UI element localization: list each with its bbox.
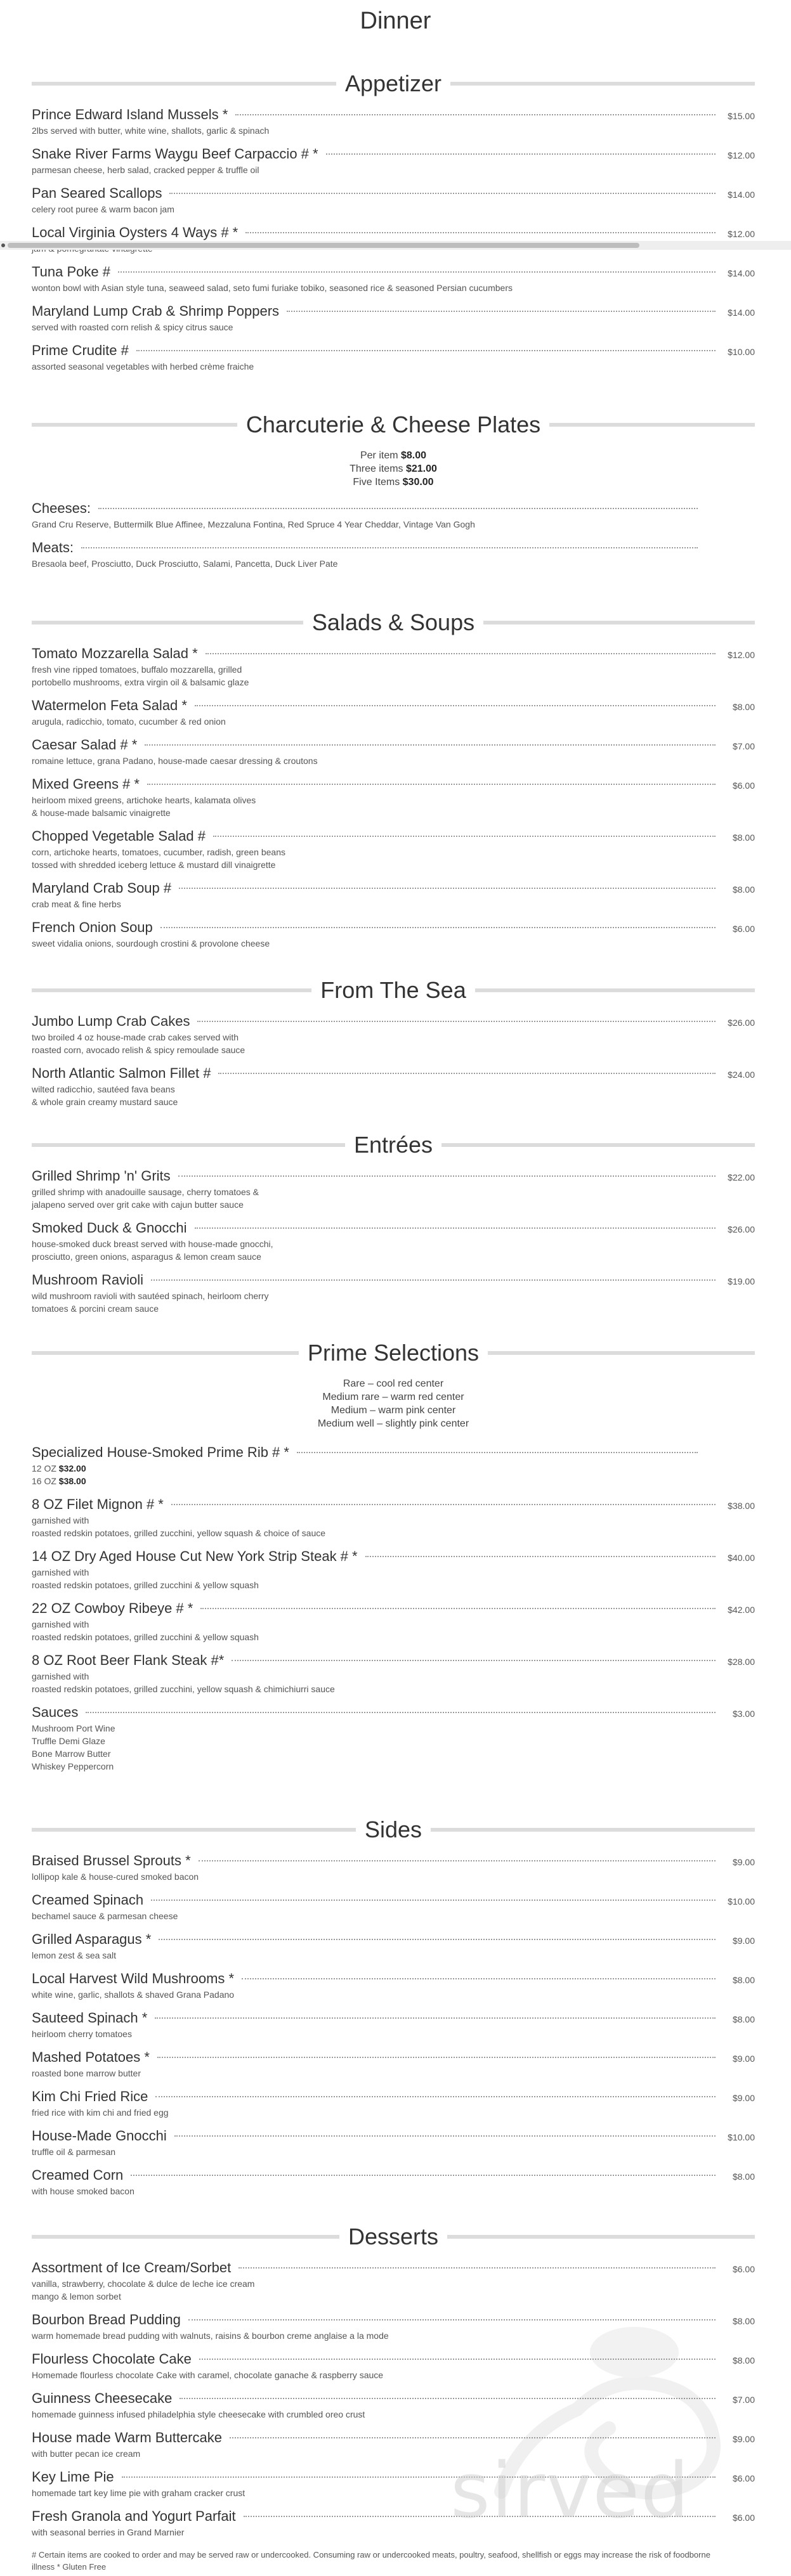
item-description: lemon zest & sea salt [32,1950,117,1960]
section-entrees [32,1131,755,1315]
dotted-leader [145,744,716,746]
item-price: $40.00 [728,1553,755,1563]
dotted-leader [131,2175,716,2176]
item-description: served with roasted corn relish & spicy citrus sauce [32,322,233,332]
item-price: $10.00 [728,2132,755,2142]
item-price: $22.00 [728,1172,755,1182]
menu-item [32,264,755,294]
item-price: $14.00 [728,268,755,278]
menu-list [32,1853,755,2197]
divider [32,1143,345,1147]
pricing-line: Three items $21.00 [350,463,437,474]
item-price: $8.00 [732,1975,755,1985]
item-price: $38.00 [728,1501,755,1511]
item-description: corn, artichoke hearts, tomatoes, cucumber, radish, green beans tossed with shredded iceberg lettuce & mustard dill vinaigrette [32,847,285,870]
divider [450,82,755,86]
item-description: two broiled 4 oz house-made crab cakes served with roasted corn, avocado relish & spicy remoulade sauce [32,1032,245,1055]
item-name: Sauces [32,1704,79,1720]
item-description: Grand Cru Reserve, Buttermilk Blue Affinee, Mezzaluna Fontina, Red Spruce 4 Year Cheddar, Vintage Van Gogh [32,519,475,529]
item-name: 14 OZ Dry Aged House Cut New York Strip Steak # * [32,1548,358,1564]
temperature-line: Medium – warm pink center [330,1405,456,1416]
item-name: Maryland Lump Crab & Shrimp Poppers [32,303,280,319]
item-name: Prince Edward Island Mussels * [32,107,228,122]
divider [475,988,755,992]
item-name: Prime Crudite # [32,342,129,358]
menu-item [32,880,755,910]
dotted-leader [155,2017,716,2019]
item-description: arugula, radicchio, tomato, cucumber & red onion [32,716,226,727]
item-description: wild mushroom ravioli with sautéed spinach, heirloom cherry tomatoes & porcini cream sauce [32,1291,269,1314]
menu-item [32,1652,755,1695]
dotted-leader [169,193,716,194]
divider [483,621,755,625]
dotted-leader [297,1452,698,1453]
menu-list [32,645,755,950]
item-description: assorted seasonal vegetables with herbed crème fraiche [32,361,254,372]
item-price: $12.00 [728,229,755,239]
item-description: garnished with roasted redskin potatoes, grilled zucchini & yellow squash [32,1619,259,1642]
divider [431,1828,755,1832]
item-description: crab meat & fine herbs [32,899,121,909]
item-name: Tomato Mozzarella Salad * [32,645,198,661]
menu-item [32,1971,755,2001]
item-price: $42.00 [728,1605,755,1615]
item-description: Mushroom Port Wine Truffle Demi Glaze Bone Marrow Butter Whiskey Peppercorn [32,1723,115,1771]
dotted-leader [213,836,716,837]
menu-list [32,500,755,570]
item-name: Jumbo Lump Crab Cakes [32,1013,190,1029]
item-description: wonton bowl with Asian style tuna, seaweed salad, seto fumi furiake tobiko, seasoned rice & seasoned Persian cucumbers [32,283,513,293]
item-description: garnished with roasted redskin potatoes, grilled zucchini & yellow squash [32,1567,259,1590]
dotted-leader [174,2135,716,2137]
menu-item [32,185,755,216]
divider [488,1351,755,1355]
item-description: house-smoked duck breast served with house-made gnocchi, prosciutto, green onions, asparagus & lemon cream sauce [32,1239,273,1262]
item-sizes: 12 OZ $32.00 16 OZ $38.00 [32,1463,86,1486]
menu-list [32,1168,755,1315]
dotted-leader [245,232,716,233]
item-price: $8.00 [732,702,755,712]
item-description: grilled shrimp with anadouille sausage, cherry tomatoes & jalapeno served over grit cake with cajun butter sauce [32,1187,259,1210]
item-description: wilted radicchio, sautéed fava beans & whole grain creamy mustard sauce [32,1084,178,1107]
item-price: $12.00 [728,650,755,660]
menu-item [32,2128,755,2158]
item-description: white wine, garlic, shallots & shaved Grana Padano [32,1990,235,2000]
temperature-line: Medium well – slightly pink center [317,1418,469,1429]
section-header [32,976,755,1004]
section-salads-soups [32,609,755,950]
item-name: Creamed Corn [32,2167,124,2183]
item-name: Tuna Poke # [32,264,110,280]
item-description: romaine lettuce, grana Padano, house-made caesar dressing & croutons [32,756,318,766]
dotted-leader [242,1978,716,1979]
item-description: homemade tart key lime pie with graham cracker crust [32,2488,245,2498]
item-description: lollipop kale & house-cured smoked bacon [32,1872,199,1882]
menu-item [32,2010,755,2040]
menu-item [32,1272,755,1315]
item-description: with butter pecan ice cream [32,2449,141,2459]
item-name: Chopped Vegetable Salad # [32,828,206,844]
dotted-leader [159,1939,716,1940]
item-price: $6.00 [732,2473,755,2483]
temperature-line: Rare – cool red center [343,1378,444,1389]
menu-item [32,500,755,531]
menu-item [32,540,755,570]
item-price: $6.00 [732,2513,755,2523]
divider [447,2235,755,2239]
menu-item [32,919,755,950]
menu-item [32,776,755,819]
page-title: Dinner [360,8,431,34]
item-description: with seasonal berries in Grand Marnier [32,2527,185,2537]
item-name: Key Lime Pie [32,2469,114,2485]
item-description: fresh vine ripped tomatoes, buffalo mozzarella, grilled portobello mushrooms, extra virgin oil & balsamic glaze [32,664,249,687]
menu-item [32,146,755,176]
menu-item [32,1892,755,1922]
item-name: Watermelon Feta Salad * [32,697,187,713]
menu-item [32,697,755,728]
section-title: From The Sea [320,977,466,1003]
item-name: Creamed Spinach [32,1892,144,1908]
item-price: $24.00 [728,1070,755,1080]
watermark-text: sirved [450,2447,691,2535]
item-description: garnished with roasted redskin potatoes, grilled zucchini, yellow squash & choice of sauce [32,1515,326,1538]
item-description: warm homemade bread pudding with walnuts, raisins & bourbon creme anglaise a la mode [32,2331,389,2341]
dotted-leader [136,350,716,351]
section-title: Sides [364,1816,422,1842]
menu-item [32,828,755,871]
section-title: Prime Selections [307,1340,480,1366]
dotted-leader [197,1021,716,1022]
item-description: sweet vidalia onions, sourdough crostini & provolone cheese [32,938,270,948]
item-name: Local Virginia Oysters 4 Ways # * [32,224,239,240]
item-name: 8 OZ Filet Mignon # * [32,1496,164,1512]
dotted-leader [195,1227,716,1229]
dotted-leader [287,311,716,312]
section-title: Entrées [353,1132,433,1158]
item-name: House-Made Gnocchi [32,2128,167,2144]
menu-item [32,1548,755,1591]
item-description: fried rice with kim chi and fried egg [32,2107,169,2118]
section-title: Charcuterie & Cheese Plates [245,411,541,437]
dotted-leader [235,114,716,115]
section-header [32,1816,755,1844]
section-title: Salads & Soups [311,609,475,635]
section-header [32,1339,755,1367]
item-price: $3.00 [732,1709,755,1719]
divider [441,1143,755,1147]
divider [32,2235,339,2239]
menu-item [32,2167,755,2197]
item-price: $8.00 [732,832,755,843]
divider [32,423,237,427]
item-price: $8.00 [732,2316,755,2326]
item-description: bechamel sauce & parmesan cheese [32,1911,178,1921]
menu-item [32,1600,755,1643]
item-price: $26.00 [728,1224,755,1234]
item-price: $15.00 [728,111,755,121]
divider [549,423,755,427]
item-name: Guinness Cheesecake [32,2390,173,2406]
menu-item [32,737,755,767]
horizontal-scrollbar[interactable] [0,241,791,250]
item-name: Local Harvest Wild Mushrooms * [32,1971,235,1986]
item-price: $9.00 [732,2434,755,2444]
divider [32,988,311,992]
menu-item [32,1853,755,1883]
item-name: Snake River Farms Waygu Beef Carpaccio # * [32,146,318,162]
divider [32,1351,299,1355]
dotted-leader [195,705,716,706]
dotted-leader [171,1504,716,1505]
item-name: North Atlantic Salmon Fillet # [32,1065,211,1081]
item-price: $9.00 [732,2093,755,2103]
scrollbar-thumb[interactable] [8,243,639,248]
dotted-leader [365,1556,716,1557]
section-header [32,70,755,98]
item-price: $10.00 [728,347,755,357]
item-name: 22 OZ Cowboy Ribeye # * [32,1600,193,1616]
item-description: with house smoked bacon [32,2186,134,2196]
item-description: celery root puree & warm bacon jam [32,204,174,214]
menu-list [32,1013,755,1108]
item-price: $12.00 [728,150,755,160]
section-appetizer [32,70,755,373]
item-price: $10.00 [728,1896,755,1906]
item-description: heirloom cherry tomatoes [32,2029,132,2039]
item-description: roasted bone marrow butter [32,2068,141,2078]
item-name: Mashed Potatoes * [32,2049,150,2065]
section-prime-selections [32,1339,755,1773]
item-name: Pan Seared Scallops [32,185,162,201]
dotted-leader [218,1073,716,1074]
item-name: Specialized House-Smoked Prime Rib # * [32,1444,289,1460]
dotted-leader [178,1175,716,1177]
item-name: Grilled Shrimp 'n' Grits [32,1168,171,1184]
item-name: House made Warm Buttercake [32,2430,222,2445]
item-price: $26.00 [728,1018,755,1028]
item-name: Braised Brussel Sprouts * [32,1853,191,1868]
dotted-leader [179,888,716,889]
item-name: Sauteed Spinach * [32,2010,148,2026]
menu-item [32,1931,755,1962]
menu-item [32,1168,755,1211]
dotted-leader [151,1279,716,1281]
menu-item [32,2049,755,2080]
menu-item [32,303,755,333]
item-name: Flourless Chocolate Cake [32,2351,192,2367]
section-from-the-sea [32,976,755,1108]
temperature-line: Medium rare – warm red center [322,1392,464,1402]
section-title: Desserts [348,2223,439,2249]
menu-item [32,1444,755,1487]
menu-item [32,2088,755,2119]
dotted-leader [147,784,716,785]
dotted-leader [86,1712,716,1713]
item-name: French Onion Soup [32,919,153,935]
item-price: $9.00 [732,1857,755,1867]
dotted-leader [239,2267,716,2269]
item-name: 8 OZ Root Beer Flank Steak #* [32,1652,225,1668]
item-price: $8.00 [732,884,755,895]
dotted-leader [232,1660,716,1661]
item-price: $7.00 [732,741,755,751]
item-price: $8.00 [732,2171,755,2182]
menu-item [32,342,755,373]
pricing-line: Five Items $30.00 [353,477,434,488]
item-name: Maryland Crab Soup # [32,880,172,896]
item-name: Mushroom Ravioli [32,1272,144,1288]
item-description: garnished with roasted redskin potatoes, grilled zucchini, yellow squash & chimichiurri sauce [32,1671,335,1694]
item-description: vanilla, strawberry, chocolate & dulce de leche ice cream mango & lemon sorbet [32,2279,255,2301]
item-price: $6.00 [732,924,755,934]
menu-item [32,645,755,689]
menu-list [32,1496,755,1773]
menu-item [32,1496,755,1539]
item-price: $8.00 [732,2014,755,2024]
item-description: parmesan cheese, herb salad, cracked pepper & truffle oil [32,165,259,175]
section-header [32,1131,755,1159]
menu-item [32,107,755,137]
menu-list [32,107,755,373]
item-description: Homemade flourless chocolate Cake with caramel, chocolate ganache & raspberry sauce [32,2370,384,2380]
item-name: Smoked Duck & Gnocchi [32,1220,187,1236]
item-name: Kim Chi Fried Rice [32,2088,148,2104]
section-header [32,2223,755,2251]
item-name: Cheeses: [32,500,91,516]
dotted-leader [81,547,698,548]
item-price: $7.00 [732,2395,755,2405]
dotted-leader [155,2096,716,2097]
item-name: Fresh Granola and Yogurt Parfait [32,2508,236,2524]
item-price: $9.00 [732,2054,755,2064]
item-description: heirloom mixed greens, artichoke hearts, kalamata olives & house-made balsamic vinaigrette [32,795,256,818]
item-price: $6.00 [732,2264,755,2274]
section-header [32,411,755,439]
item-price: $28.00 [728,1657,755,1667]
item-price: $14.00 [728,307,755,318]
item-price: $6.00 [732,780,755,791]
item-description: homemade guinness infused philadelphia style cheesecake with crumbled oreo crust [32,2409,365,2419]
footnote: # Certain items are cooked to order and may be served raw or undercooked. Consuming raw or undercooked meats, poultry, seafood, shellfish or eggs may increase the risk of foodborne illness * Gluten Free [32,2550,710,2572]
item-description: 2lbs served with butter, white wine, shallots, garlic & spinach [32,126,270,136]
divider [32,621,303,625]
item-price: $8.00 [732,2355,755,2366]
dotted-leader [206,653,716,654]
dotted-leader [160,927,716,928]
section-sides [32,1816,755,2197]
section-header [32,609,755,637]
dotted-leader [200,1608,716,1609]
item-price: $9.00 [732,1936,755,1946]
dotted-leader [326,153,716,155]
menu-item [32,1013,755,1056]
item-name: Caesar Salad # * [32,737,138,753]
dotted-leader [118,271,716,273]
item-price: $14.00 [728,190,755,200]
menu-item [32,224,755,255]
scroll-left-icon[interactable] [1,243,5,247]
menu-item [32,1220,755,1263]
divider [32,82,336,86]
item-name: Grilled Asparagus * [32,1931,152,1947]
item-name: Assortment of Ice Cream/Sorbet [32,2260,232,2275]
section-charcuterie [32,411,755,570]
pricing-line: Per item $8.00 [360,450,427,461]
item-name: Mixed Greens # * [32,776,140,792]
pricing-notes [32,449,755,489]
dotted-leader [157,2057,716,2058]
menu-item [32,1065,755,1108]
item-name: Bourbon Bread Pudding [32,2312,181,2327]
temperature-guide [32,1377,755,1430]
dotted-leader [98,508,698,509]
menu-item [32,1704,755,1773]
item-name: Meats: [32,540,74,555]
item-description: truffle oil & parmesan [32,2147,116,2157]
dotted-leader [151,1900,716,1901]
section-title: Appetizer [344,70,442,96]
item-description: Bresaola beef, Prosciutto, Duck Prosciutto, Salami, Pancetta, Duck Liver Pate [32,559,338,569]
dotted-leader [199,1860,716,1861]
divider [32,1828,356,1832]
item-price: $19.00 [728,1276,755,1286]
